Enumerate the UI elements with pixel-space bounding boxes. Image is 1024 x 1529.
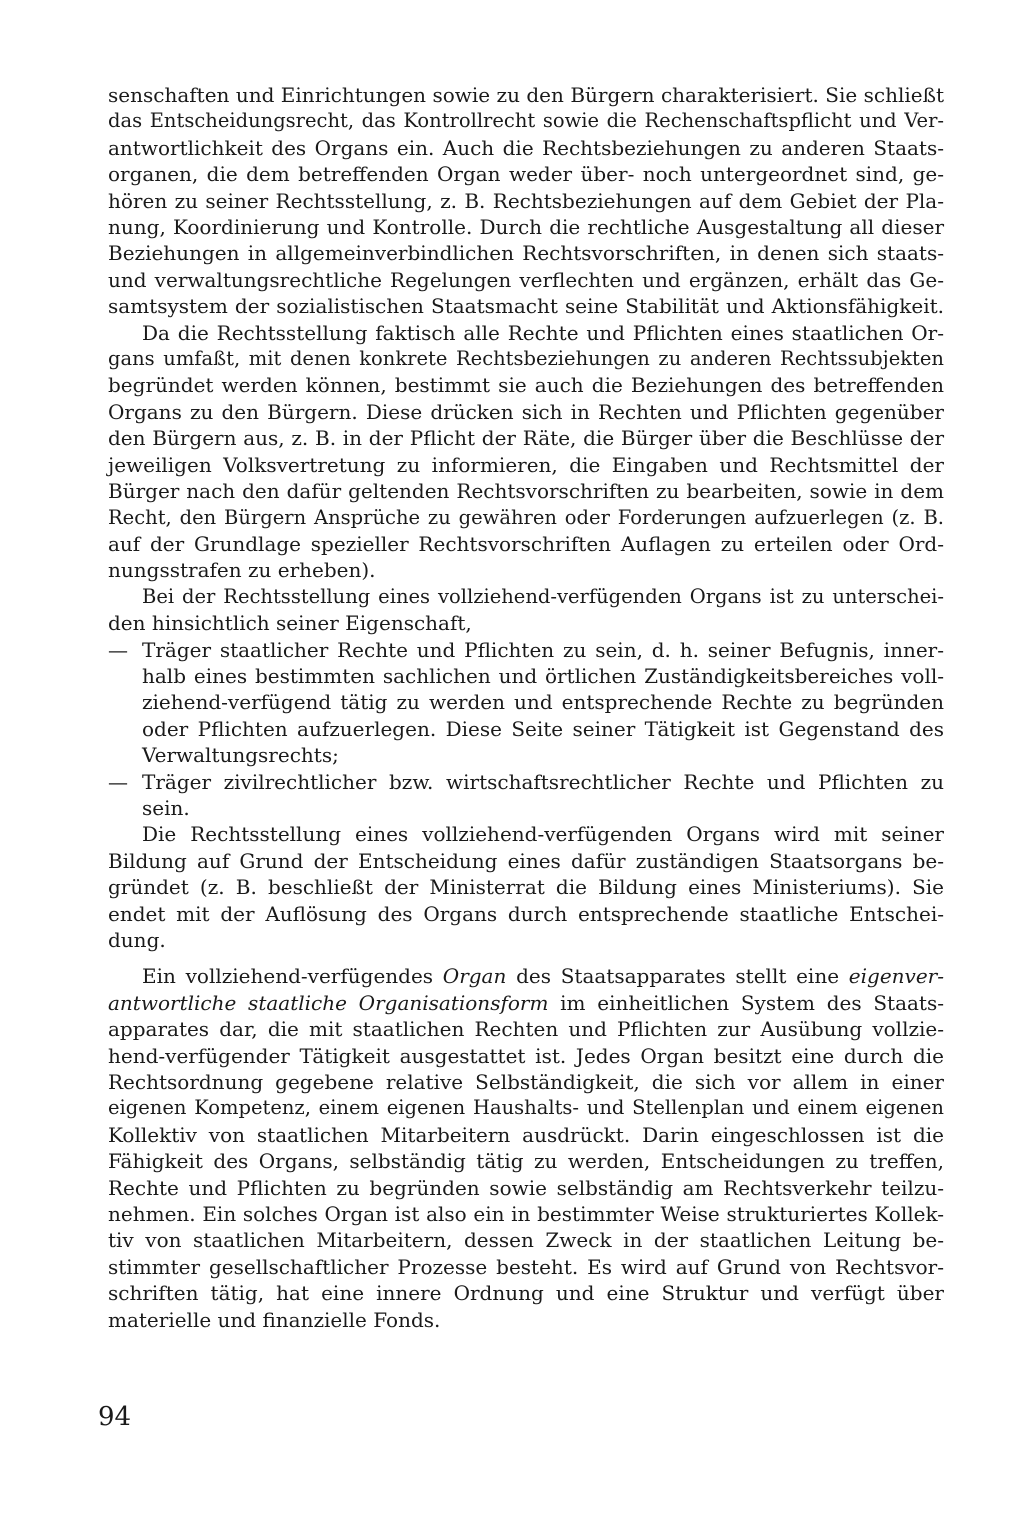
- text-line: Recht, den Bürgern Ansprüche zu gewähren oder Forderungen aufzuerlegen (z. B.: [108, 505, 944, 529]
- text-line: hend-verfügender Tätigkeit ausgestattet ist. Jedes Organ besitzt eine durch die: [108, 1043, 944, 1068]
- text-line: gans umfaßt, mit denen konkrete Rechtsbeziehungen zu anderen Rechtssubjekten: [108, 347, 944, 371]
- text-line: Kollektiv von staatlichen Mitarbeitern ausdrückt. Darin eingeschlossen ist die: [108, 1122, 944, 1147]
- text-line: Organs zu den Bürgern. Diese drücken sich in Rechten und Pflichten gegenüber: [108, 399, 944, 424]
- emphasis: Organ: [442, 964, 507, 989]
- text-run: im einheitlichen System des Staats-: [548, 990, 944, 1015]
- text-line: hören zu seiner Rechtsstellung, z. B. Rechtsbeziehungen auf dem Gebiet der Pla-: [108, 188, 944, 213]
- text-run: des Staatsapparates stellt eine: [506, 964, 849, 989]
- text-line: schriften tätig, hat eine innere Ordnung und eine Struktur und verfügt über: [108, 1281, 944, 1306]
- text-line: Da die Rechtsstellung faktisch alle Rechte und Pflichten eines staatlichen Or-: [142, 320, 944, 345]
- text-line: den hinsichtlich seiner Eigenschaft,: [108, 611, 472, 636]
- text-line: gründet (z. B. beschließt der Ministerrat die Bildung eines Ministeriums). Sie: [108, 875, 944, 900]
- dash-list-item-2: [108, 769, 944, 822]
- text-line: apparates dar, die mit staatlichen Rechten und Pflichten zur Ausübung vollzie-: [108, 1017, 944, 1042]
- text-line: Bei der Rechtsstellung eines vollziehend-verfügenden Organs ist zu unterschei-: [142, 584, 944, 608]
- text-line: auf der Grundlage spezieller Rechtsvorschriften Auflagen zu erteilen oder Ord-: [108, 531, 944, 556]
- text-line: antwortlichkeit des Organs ein. Auch die Rechtsbeziehungen zu anderen Staats-: [108, 135, 944, 160]
- emphasis: antwortliche staatliche Organisationsform: [108, 990, 549, 1015]
- dash-list-item-1: [108, 637, 944, 769]
- paragraph-3: [108, 584, 944, 637]
- text-line: nung, Koordinierung und Kontrolle. Durch die rechtliche Ausgestaltung all dieser: [108, 215, 944, 240]
- text-line: jeweiligen Volksvertretung zu informieren, die Eingaben und Rechtsmittel der: [108, 452, 944, 477]
- text-line: das Entscheidungsrecht, das Kontrollrecht sowie die Rechenschaftspflicht und Ver-: [108, 109, 944, 133]
- text-line: und verwaltungsrechtliche Regelungen verflechten und ergänzen, erhält das Ge-: [108, 267, 944, 292]
- text-line: Träger staatlicher Rechte und Pflichten zu sein, d. h. seiner Befugnis, inner-: [142, 637, 944, 662]
- text-line: Bildung auf Grund der Entscheidung eines dafür zuständigen Staatsorgans be-: [108, 848, 944, 873]
- dash-bullet: —: [108, 769, 128, 794]
- text-line: tiv von staatlichen Mitarbeitern, dessen Zweck in der staatlichen Leitung be-: [108, 1228, 944, 1253]
- dash-bullet: —: [108, 637, 128, 662]
- text-line: Die Rechtsstellung eines vollziehend-verfügenden Organs wird mit seiner: [142, 822, 944, 847]
- paragraph-1: [108, 82, 944, 320]
- text-line: [108, 990, 944, 1016]
- text-line: dung.: [108, 928, 166, 952]
- text-line: Rechtsordnung gegebene relative Selbständigkeit, die sich vor allem in einer: [108, 1070, 944, 1095]
- text-line: stimmter gesellschaftlicher Prozesse besteht. Es wird auf Grund von Rechtsvor-: [108, 1254, 944, 1279]
- text-line: Verwaltungsrechts;: [142, 743, 339, 768]
- text-line: Rechte und Pflichten zu begründen sowie selbständig am Rechtsverkehr teilzu-: [108, 1175, 944, 1200]
- paragraph-gap: [108, 953, 944, 963]
- text-line: senschaften und Einrichtungen sowie zu den Bürgern charakterisiert. Sie schließt: [108, 83, 944, 107]
- text-line: eigenen Kompetenz, einem eigenen Haushalts- und Stellenplan und einem eigenen: [108, 1096, 944, 1120]
- text-line: ziehend-verfügend tätig zu werden und entsprechende Rechte zu begründen: [142, 690, 944, 715]
- emphasis: eigenver-: [848, 964, 944, 989]
- text-line: [108, 963, 944, 989]
- text-line: nehmen. Ein solches Organ ist also ein in bestimmter Weise strukturiertes Kollek-: [108, 1202, 944, 1227]
- text-line: den Bürgern aus, z. B. in der Pflicht der Räte, die Bürger über die Beschlüsse der: [108, 426, 944, 451]
- paragraph-4: [108, 821, 944, 953]
- text-line: nungsstrafen zu erheben).: [108, 558, 376, 583]
- text-line: organen, die dem betreffenden Organ weder über- noch untergeordnet sind, ge-: [108, 162, 944, 187]
- text-run: Ein vollziehend-verfügendes: [142, 964, 443, 989]
- text-line: materielle und finanzielle Fonds.: [108, 1307, 441, 1332]
- page-number: 94: [98, 1402, 132, 1432]
- text-line: Fähigkeit des Organs, selbständig tätig zu werden, Entscheidungen zu treffen,: [108, 1149, 944, 1174]
- text-line: Beziehungen in allgemeinverbindlichen Rechtsvorschriften, in denen sich staats-: [108, 241, 944, 266]
- text-line: Träger zivilrechtlicher bzw. wirtschaftsrechtlicher Rechte und Pflichten zu: [142, 769, 944, 794]
- text-line: oder Pflichten aufzuerlegen. Diese Seite seiner Tätigkeit ist Gegenstand des: [142, 716, 944, 741]
- text-line: halb eines bestimmten sachlichen und örtlichen Zuständigkeitsbereiches voll-: [142, 663, 944, 688]
- text-line: begründet werden können, bestimmt sie auch die Beziehungen des betreffenden: [108, 373, 944, 398]
- text-line: sein.: [142, 795, 190, 820]
- text-line: samtsystem der sozialistischen Staatsmacht seine Stabilität und Aktionsfähigkeit.: [108, 294, 944, 319]
- paragraph-5: [108, 963, 944, 1333]
- paragraph-2: [108, 320, 944, 584]
- text-line: Bürger nach den dafür geltenden Rechtsvorschriften zu bearbeiten, sowie in dem: [108, 479, 944, 504]
- text-line: endet mit der Auflösung des Organs durch entsprechende staatliche Entschei-: [108, 901, 944, 926]
